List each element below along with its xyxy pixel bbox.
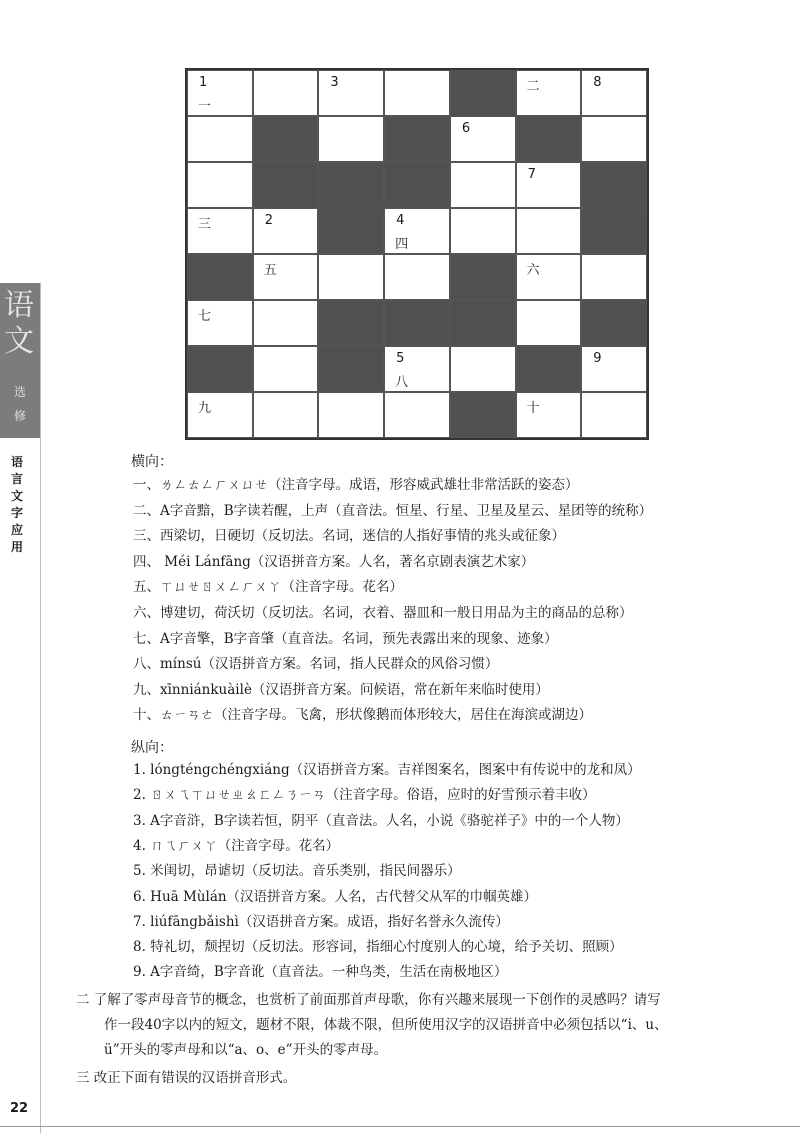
grid-cell — [187, 70, 253, 116]
down-clue: 1. lóngténgchéngxiáng（汉语拼音方案。吉祥图案名，图案中有传说中的龙和凤） — [133, 762, 641, 778]
grid-cell — [516, 300, 582, 346]
side-tab — [0, 283, 41, 438]
crossword-grid — [185, 68, 649, 440]
down-clue: 5. 米闺切，昂谑切（反切法。音乐类别，指民间器乐） — [133, 863, 461, 880]
grid-cell — [187, 116, 253, 162]
grid-cell — [581, 70, 647, 116]
page-number: 22 — [10, 1101, 29, 1116]
cell-number: 7 — [527, 167, 536, 182]
grid-cell — [253, 392, 319, 438]
grid-cell — [187, 162, 253, 208]
grid-cell-black — [187, 346, 253, 392]
grid-cell — [253, 346, 319, 392]
across-heading: 横向： — [131, 454, 173, 470]
down-clue: 9. A字音绮，B字音讹（直音法。一种鸟类，生活在南极地区） — [133, 964, 508, 981]
down-heading: 纵向： — [131, 740, 173, 756]
side-vertical-title: 语 言 文 字 应 用 — [10, 455, 23, 554]
across-clue: 六、博建切，荷沃切（反切法。名词，衣着、器皿和一般日用品为主的商品的总称） — [133, 605, 633, 621]
grid-cell-black — [384, 162, 450, 208]
grid-cell — [581, 346, 647, 392]
cell-number: 8 — [593, 75, 602, 90]
grid-cell-black — [318, 300, 384, 346]
grid-cell — [318, 70, 384, 116]
grid-cell — [516, 70, 582, 116]
grid-cell — [253, 70, 319, 116]
cell-chinese-number: 十 — [526, 401, 540, 416]
question-3: 三 改正下面有错误的汉语拼音形式。 — [76, 1070, 297, 1086]
grid-cell — [187, 392, 253, 438]
grid-cell-black — [384, 116, 450, 162]
across-clue: 二、A字音黯，B字读若醒，上声（直音法。恒星、行星、卫星及星云、星团等的统称） — [133, 502, 653, 519]
cell-number: 9 — [593, 351, 602, 366]
grid-cell-black — [450, 70, 516, 116]
grid-cell — [450, 346, 516, 392]
down-clue: 6. Huā Mùlán（汉语拼音方案。人名，古代替父从军的巾帼英雄） — [133, 888, 538, 905]
grid-cell-black — [318, 346, 384, 392]
cell-chinese-number: 一 — [198, 99, 212, 114]
grid-cell-black — [581, 162, 647, 208]
grid-cell — [187, 208, 253, 254]
grid-cell — [450, 116, 516, 162]
grid-cell-black — [450, 392, 516, 438]
grid-cell-black — [450, 300, 516, 346]
grid-cell — [384, 208, 450, 254]
side-tab-char-1: 语 — [4, 288, 34, 323]
grid-cell-black — [253, 116, 319, 162]
grid-cell — [384, 254, 450, 300]
grid-cell-black — [318, 208, 384, 254]
down-clue: 3. A字音浒，B字读若恒，阴平（直音法。人名，小说《骆驼祥子》中的一个人物） — [133, 812, 629, 829]
grid-cell — [318, 392, 384, 438]
grid-cell — [516, 162, 582, 208]
grid-cell — [450, 208, 516, 254]
grid-cell-black — [187, 254, 253, 300]
grid-cell — [581, 116, 647, 162]
side-tab-char-2: 文 — [4, 324, 34, 359]
across-clue: 九、xīnniánkuàilè（汉语拼音方案。问候语，常在新年来临时使用） — [133, 681, 549, 698]
bottom-rule — [0, 1126, 800, 1127]
grid-cell — [581, 254, 647, 300]
grid-cell-black — [384, 300, 450, 346]
across-clue: 八、mínsú（汉语拼音方案。名词，指人民群众的风俗习惯） — [133, 656, 499, 673]
across-clue: 三、西梁切，日硬切（反切法。名词，迷信的人指好事情的兆头或征象） — [133, 528, 565, 545]
cell-number: 6 — [461, 121, 471, 136]
grid-cell — [581, 392, 647, 438]
across-clue: 一、ㄌㄥㄊㄥㄏㄨㄩㄝ（注音字母。成语，形容威武雄壮非常活跃的姿态） — [133, 477, 579, 493]
cell-chinese-number: 八 — [395, 375, 409, 390]
cell-number: 5 — [396, 351, 405, 366]
grid-cell-black — [516, 346, 582, 392]
down-clue: 2. ㄖㄨㄟㄒㄩㄝㄓㄠㄈㄥㄋㄧㄢ（注音字母。俗语，应时的好雪预示着丰收） — [133, 787, 596, 804]
grid-cell — [516, 208, 582, 254]
cell-chinese-number: 七 — [198, 309, 212, 324]
margin-rule — [40, 283, 41, 1133]
grid-cell — [516, 392, 582, 438]
grid-cell-black — [516, 116, 582, 162]
question-2-line: ü”开头的零声母和以“a、o、e”开头的零声母。 — [104, 1042, 388, 1058]
down-clue: 8. 特礼切，颓捏切（反切法。形容词，指细心忖度别人的心境，给予关切、照顾） — [133, 939, 623, 956]
grid-cell — [253, 300, 319, 346]
grid-cell — [516, 254, 582, 300]
grid-cell — [187, 300, 253, 346]
question-2-line: 作一段40字以内的短文，题材不限，体裁不限，但所使用汉字的汉语拼音中必须包括以“i、u、 — [104, 1017, 668, 1033]
grid-cell — [384, 346, 450, 392]
grid-cell — [450, 162, 516, 208]
grid-cell-black — [581, 300, 647, 346]
grid-cell — [253, 208, 319, 254]
grid-cell-black — [581, 208, 647, 254]
across-clue: 五、ㄒㄩㄝㄖㄨㄥㄏㄨㄚ（注音字母。花名） — [133, 579, 403, 596]
question-2-line: 二 了解了零声母音节的概念，也赏析了前面那首声母歌，你有兴趣来展现一下创作的灵感吗？请写 — [76, 992, 661, 1008]
across-clue: 十、ㄊㄧㄢㄜ（注音字母。飞禽，形状像鹅而体形较大，居住在海滨或湖边） — [133, 707, 592, 724]
cell-chinese-number: 二 — [526, 79, 540, 94]
grid-cell — [253, 254, 319, 300]
grid-cell-black — [318, 162, 384, 208]
cell-chinese-number: 五 — [263, 263, 277, 278]
cell-number: 3 — [330, 75, 339, 90]
across-clue: 七、A字音擎，B字音肇（直音法。名词，预先表露出来的现象、迹象） — [133, 630, 558, 647]
cell-number: 1 — [199, 75, 208, 90]
grid-cell — [318, 116, 384, 162]
grid-cell — [384, 392, 450, 438]
grid-cell-black — [450, 254, 516, 300]
cell-number: 4 — [396, 213, 405, 228]
cell-chinese-number: 六 — [526, 263, 540, 278]
side-tab-char-3: 选 — [14, 385, 27, 399]
cell-chinese-number: 九 — [198, 401, 212, 416]
down-clue: 4. ㄇㄟㄏㄨㄚ（注音字母。花名） — [133, 837, 340, 854]
grid-cell-black — [253, 162, 319, 208]
cell-chinese-number: 四 — [395, 237, 409, 252]
down-clue: 7. liúfāngbǎishì（汉语拼音方案。成语，指好名誉永久流传） — [133, 913, 509, 930]
grid-cell — [318, 254, 384, 300]
grid-cell — [384, 70, 450, 116]
cell-number: 2 — [264, 213, 273, 228]
across-clue: 四、 Méi Lánfāng（汉语拼音方案。人名，著名京剧表演艺术家） — [133, 553, 535, 570]
cell-chinese-number: 三 — [198, 217, 212, 232]
side-tab-char-4: 修 — [14, 409, 27, 423]
